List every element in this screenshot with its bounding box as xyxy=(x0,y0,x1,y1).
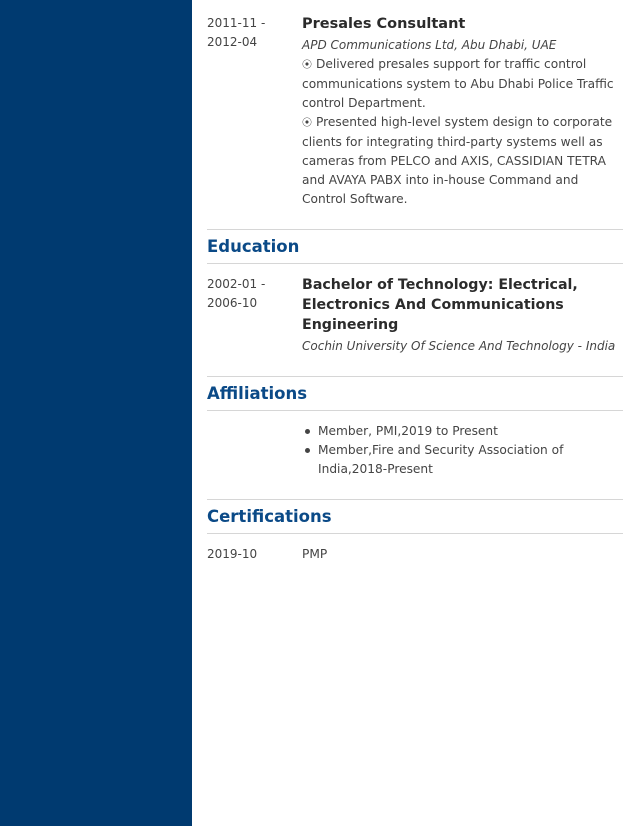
experience-entry xyxy=(207,14,623,209)
sidebar-panel xyxy=(0,0,192,826)
certifications-section-header xyxy=(207,499,623,534)
affiliations-list xyxy=(302,422,623,479)
education-dates xyxy=(207,275,302,356)
education-content xyxy=(302,275,623,356)
experience-bullet-text: Delivered presales support for traffic control communications system to Abu Dhabi Police Traffic control Department. xyxy=(302,57,614,110)
education-entry xyxy=(207,275,623,356)
experience-bullet xyxy=(302,113,623,209)
experience-bullet-text: Presented high-level system design to corporate clients for integrating third-party systems well as cameras from PELCO and AXIS, CASSIDIAN TETRA and AVAYA PABX into in-house Command and Control Software. xyxy=(302,115,613,206)
affiliations-section-header xyxy=(207,376,623,411)
list-item: Member, PMI,2019 to Present xyxy=(302,422,623,441)
certification-name: PMP xyxy=(302,547,328,561)
experience-role: Presales Consultant xyxy=(302,16,466,32)
affiliations-content xyxy=(302,422,623,479)
certifications-heading: Certifications xyxy=(207,507,332,526)
certification-entry xyxy=(207,545,623,564)
education-date-start: 2002-01 - xyxy=(207,277,266,291)
circled-dot-icon: ⦿ xyxy=(302,118,312,129)
experience-company: APD Communications Ltd, Abu Dhabi, UAE xyxy=(302,38,557,52)
education-degree: Bachelor of Technology: Electrical, Electronics And Communications Engineering xyxy=(302,277,578,333)
circled-dot-icon: ⦿ xyxy=(302,60,312,71)
experience-dates xyxy=(207,14,302,209)
affiliations-heading: Affiliations xyxy=(207,384,308,403)
certification-date xyxy=(207,545,302,564)
experience-bullet xyxy=(302,55,623,113)
list-item: Member,Fire and Security Association of India,2018-Present xyxy=(302,441,623,479)
experience-content xyxy=(302,14,623,209)
education-heading: Education xyxy=(207,237,300,256)
affiliations-entry xyxy=(207,422,623,479)
education-section-header xyxy=(207,229,623,264)
certification-date-text: 2019-10 xyxy=(207,547,258,561)
experience-date-end: 2012-04 xyxy=(207,35,258,49)
experience-date-start: 2011-11 - xyxy=(207,16,266,30)
education-date-end: 2006-10 xyxy=(207,296,258,310)
education-school: Cochin University Of Science And Technology - India xyxy=(302,339,616,353)
